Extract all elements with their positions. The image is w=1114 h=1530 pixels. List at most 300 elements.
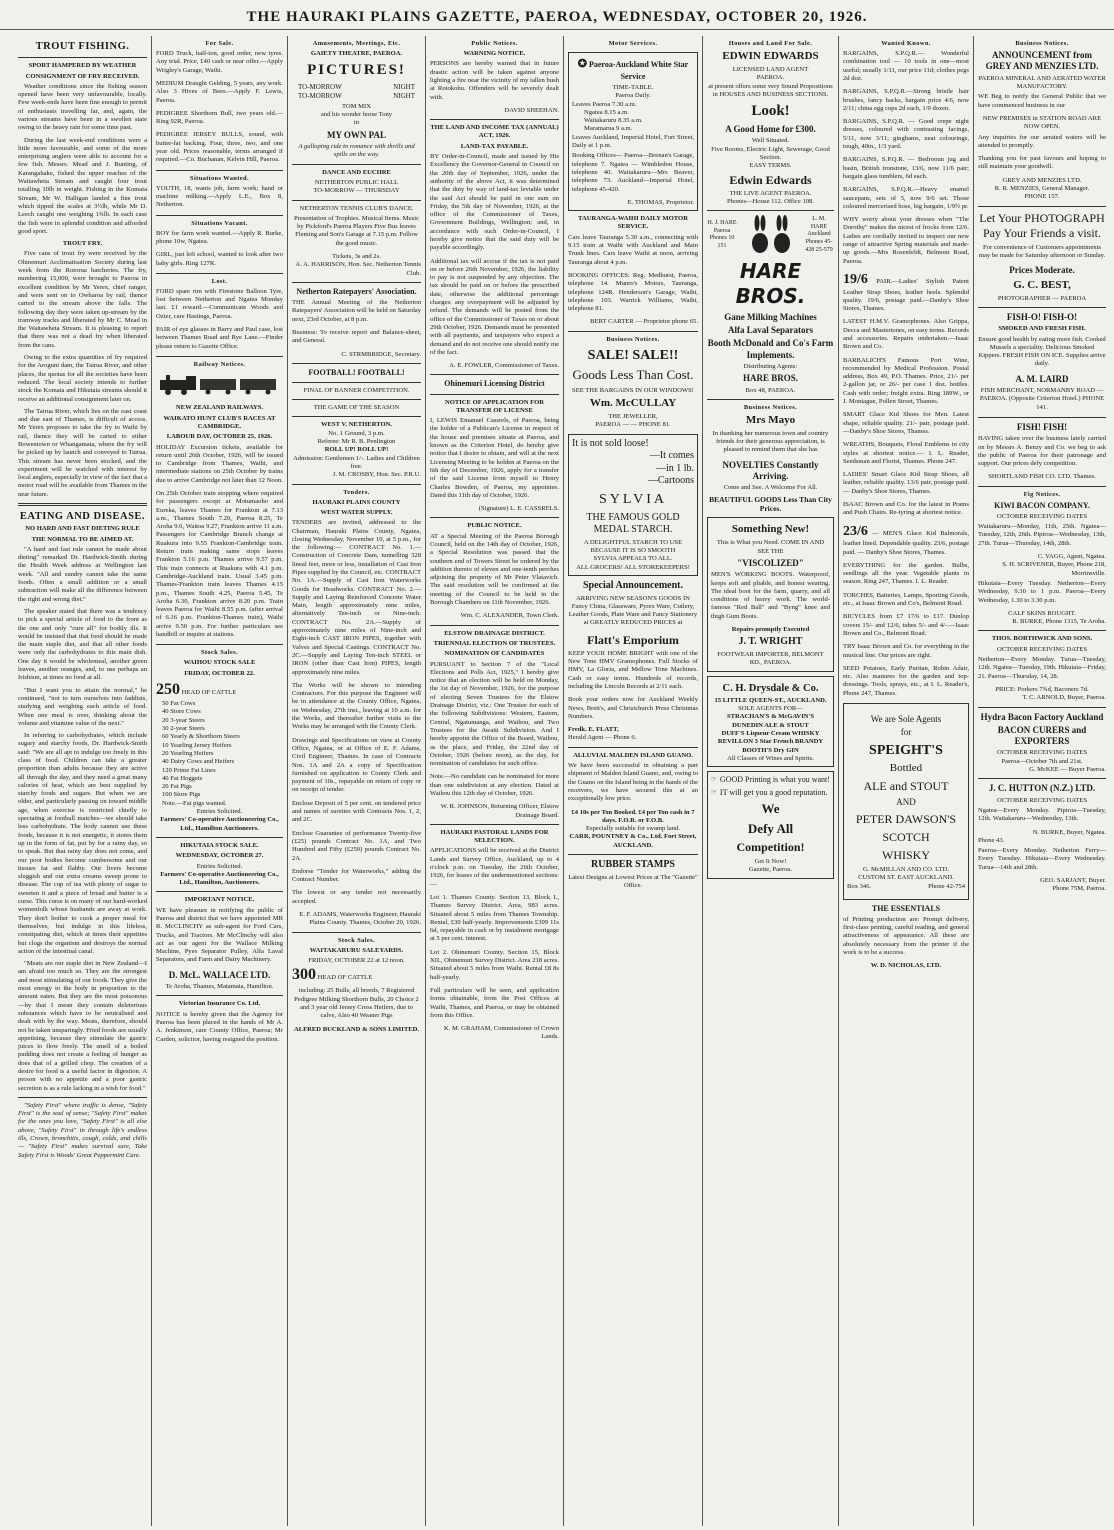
section-heading: Motor Services. bbox=[608, 40, 658, 47]
film-tagline: A galloping ride to romance with thrills and spills on the way. bbox=[298, 143, 415, 159]
subheadline: WARNING NOTICE. bbox=[463, 50, 526, 58]
hare-rabbit-icon bbox=[746, 215, 796, 255]
printing-line: GOOD Printing is what you want! bbox=[719, 775, 830, 785]
article-paragraph: The speaker stated that there was a tendency to pick a special article of food to the front as the one and only "cure all" for bodily ills. It would be insisted that that food should be made the main staple diet, and that all other foods were only the carbohydrates to this main dish. One day it would be wholemeal, another green leaves, another oranges, and, to use perhaps an Irishism, at times no food at all. bbox=[18, 607, 147, 682]
merchant-phone: Phone 42-754 bbox=[928, 882, 965, 890]
agent-phone: Herald Agent — Phone 6. bbox=[568, 734, 637, 742]
subheadline: THE ESSENTIALS bbox=[871, 903, 941, 913]
company-heading: BACON CURERS and EXPORTERS bbox=[997, 724, 1087, 747]
article-paragraph: The Tairua River, which lies on the east coast and due east of Thames, is difficult of access. Mr Yerex proposes to take the fry to Waihi by rail, thence they will be carted to either Bowentown or Whangamata, where the fry will be picked up by launch and conveyed to Tairua. This stream has never been stocked, and the experiment will be watched with interest by local anglers, especially in view of the fact that a motor road will be available from Thames in the near future. bbox=[18, 407, 147, 498]
show-day: TO-MORROW bbox=[298, 83, 342, 92]
merchant-line: All Classes of Wines and Spirits. bbox=[727, 754, 814, 762]
notice-paragraph: Enclose Guarantee of performance Twenty-five (£25) pounds Contract No. 1A, and Two Hundred and Fifty (£250) pounds Contract No. 2A. bbox=[292, 829, 421, 862]
starch-line: —Cartoons bbox=[647, 475, 694, 487]
sale-line: SEE THE BARGAINS IN OUR WINDOWS! bbox=[572, 386, 694, 394]
company-heading: Hydra Bacon Factory Auckland bbox=[980, 711, 1104, 722]
section-heading: Houses and Land For Sale. bbox=[728, 40, 813, 47]
classified-ad: BARGAINS, S.P.Q.R.—Heavy enamel saucepans, sets of 5, now 9/6 set. Those coloured mercerised hose, big bargain, 1/9½ pr. bbox=[843, 186, 969, 210]
starch-slogan: THE FAMOUS GOLD MEDAL STARCH. bbox=[586, 511, 680, 536]
section-heading: Situations Vacant. bbox=[191, 219, 248, 227]
stock-list-item: 40 Fat Hoggets bbox=[162, 774, 203, 782]
cattle-count: 300 bbox=[292, 966, 316, 984]
fish-firm: SHORTLAND FISH CO. LTD. Thames. bbox=[988, 473, 1096, 481]
subheadline: NOMINATION OF CANDIDATES bbox=[444, 650, 545, 658]
notice-paragraph: NOTICE is hereby given that the Agency for Paeroa has been placed in the hands of Mr A. A. Jenkinson, care County Office, Paeroa; Mr Carden, solicitor, having resigned the position. bbox=[156, 1010, 283, 1043]
announcement-heading: Special Announcement. bbox=[582, 579, 683, 591]
section-heading: Business Notices. bbox=[1015, 40, 1069, 47]
buyer-line: C. VAGG, Agent, Ngatea. bbox=[1037, 553, 1106, 561]
notice-paragraph: Additional tax will accrue if the tax is not paid on or before 26th November, 1926, the liability to pay is not suspended by any objection. The tax should be paid on or before the prescribed date, otherwise the additional percentage charges: any overpayment will be adjusted by refund. The demands will be posted from the office of the Commissioner of Taxes on or about 29th October, 1926. Demands must be presented with all payments, and taxpayers who expect a demand and do not receive one should notify me of the fact. bbox=[430, 257, 559, 356]
bus-service-title: ✪ Paeroa-Auckland White Star Service bbox=[577, 58, 689, 81]
stock-list-item: 30 2-year Steers bbox=[162, 725, 205, 733]
subheadline: PUBLIC NOTICE. bbox=[467, 522, 522, 530]
notice-paragraph: Drawings and Specifications on view at County Office, Ngatea, or at Office of E. F. Adams, Civil Engineer, Thames. In case of Contracts Nos. 1A and 2A a copy of Specification furnished on application to County Clerk and payment of 10s., repayable on return of copy or on receipt of tender. bbox=[292, 736, 421, 794]
event-line: Referee: Mr R. B. Penlington bbox=[317, 438, 396, 446]
subheadline: Ohinemuri Licensing District bbox=[444, 379, 545, 389]
agency-line: Alfa Laval Separators bbox=[728, 324, 813, 335]
notice-paragraph: Business: To receive report and Balance-sheet, and General. bbox=[292, 328, 421, 345]
column-6 bbox=[703, 36, 839, 1526]
firm-name: CARR, POUNTNEY & Co., Ltd. Fort Street, AUCKLAND. bbox=[569, 833, 697, 849]
event-venue: NETHERTON PUBLIC HALL bbox=[314, 178, 399, 186]
subheadline: TAURANGA-WAIHI DAILY MOTOR SERVICE. bbox=[578, 215, 688, 231]
notice-line: Especially suitable for swamp land. bbox=[586, 825, 680, 833]
fish-text: HAVING taken over the business lately carried on by Messrs A. Benzy and Co. we beg to ask the public of Paeroa for their patronage and support. Our prices defy competition. bbox=[978, 435, 1106, 468]
ticket-price: Tickets, 3s and 2s. bbox=[332, 253, 381, 261]
classified-ad: BARGAINS, S.P.Q.R. — Bedrooun jug and basin, British ironstone, 13/6, now 11/6 pair; bargain glass tumblers, 6d each. bbox=[843, 156, 969, 180]
boots-line: This is What you Need. COME IN AND SEE THE bbox=[716, 539, 825, 555]
subheadline: HIKUTAIA STOCK SALE. bbox=[180, 841, 259, 849]
dates-line: Paeroa—October 7th and 21st. bbox=[1001, 757, 1083, 765]
event-line: WEST V. NETHERTON. bbox=[320, 421, 393, 429]
entries-note: Entries Solicited. bbox=[196, 862, 243, 870]
notice-paragraph: BOOKING OFFICES: Reg. Medhurst, Paeroa, telephone 14. Munro's Motors, Tauranga, telephone 124R. Henderson's Garage, Waihi, telephone 103. Warrick Williams, Waihi, telephone 81. bbox=[568, 271, 698, 313]
film-star: TOM MIX bbox=[341, 102, 371, 110]
subheadline: NOTICE OF APPLICATION FOR TRANSFER OF LICENSE bbox=[444, 398, 545, 414]
classified-ad: MEDIUM Draught Gelding, 5 years, any work. Also 3 Hives of Bees.—Apply F. Lewis, Paeroa. bbox=[156, 79, 283, 104]
subheadline: LABOUR DAY, OCTOBER 25, 1926. bbox=[166, 433, 273, 441]
announcement-text: Any inquiries for our aerated waters will be attended to promptly. bbox=[978, 133, 1106, 149]
subheadline: HAURAKI PLAINS COUNTY bbox=[312, 498, 401, 506]
page-columns bbox=[14, 36, 1110, 1526]
classified-ad: WREATHS, Bouquets, Floral Emblems in city styles at shortest notice.— I. L. Reader, Seedsman and Florist, Thames. Phone 247. bbox=[843, 441, 969, 465]
event-line: THE GAME OF THE SEASON bbox=[313, 404, 400, 412]
classified-ad: EVERYTHING for the garden. Bulbs, seedlings all the year. Vegetable plants in season. Ring 247, Thames. I. L. Reader. bbox=[843, 561, 969, 586]
signatory: J. M. CROSBY, Hon. Sec. P.R.U. bbox=[332, 471, 421, 479]
fish-text: Ensure good health by eating more fish. Cooked Mussels a speciality. Delicious Smoked Kippers. FRESH FISH ON ICE. Supplies arrive daily. bbox=[978, 335, 1106, 368]
subheadline: WAIKATO HUNT CLUB'S RACES AT CAMBRIDGE. bbox=[163, 414, 276, 430]
classified-ad: SMART Glace Kid Shoes for Men. Latest shape, reliable quality. 21/- pair, postage paid.—Danby's Shoe Stores, Thames. bbox=[843, 411, 969, 435]
subheadline: SPORT HAMPERED BY WEATHER bbox=[28, 62, 137, 70]
dates-text: Netherton—Every Monday. Turua—Tuesday, 12th. Ngatea—Tuesday, 19th. Hikutaia—Friday, 21. Paeroa—Thursday, 14, 28. bbox=[978, 656, 1107, 680]
subheadline: THE NORMAL TO BE AIMED AT. bbox=[31, 535, 134, 543]
article-paragraph: "Meats are our staple diet in New Zealand—I am afraid too much so. They are the strongest and most stimulating of our foods. They give the most energy to the body in proportion to the amount eaten. But they are the most poisonous—by that I mean they contain deleterious substances which have to be neutralised and dealt with by the way. Meats, therefore, should not be taken unsparingly. Fried foods are usually appetising, because they stimulate the gastric juices to flow freely. The smell of a boiled pudding does not create a feeling of hunger as does that of a grilled chop. The creation of a desire for food is a useful factor in digestion. A person with no appetite and a poor gastric secretion is as a rule lacking in a wish for food." bbox=[18, 960, 147, 1092]
home-line: EASY TERMS. bbox=[749, 162, 792, 170]
signatory: A. A. HARRISON, Hon. Sec. Netherton Tennis Club. bbox=[295, 261, 421, 277]
merchant-product: DUFF'S Liqueur Cream WHISKY bbox=[721, 729, 820, 737]
section-heading: For Sale. bbox=[205, 40, 234, 47]
article-paragraph: During the last week-end conditions were a little more favourable, and some of the more enterprising anglers were able to account for a few fish. Messrs. Mead and J. Bunting, of Karangahake, fished the upper reaches of the Waitawheta Stream and caught four trout totalling 10lb in weight. Fishing in the Komata Stream, Mr W. Halligan landed a fine trout which tipped the scales at 3½lb, while Mr D. Leech caught one weighing 1¾lb. In each case the fish were in splendid condition and afforded good sport. bbox=[18, 136, 147, 235]
announcement-text: ARRIVING NEW SEASON'S GOODS IN Fancy China, Glassware, Pyrex Ware, Cutlery, Leather Goods, Plate Ware and Fancy Stationery at GREATLY REDUCED PRICES at bbox=[568, 594, 698, 627]
sylvia-logo: SYLVIA bbox=[598, 491, 668, 507]
shop-headline: NOVELTIES Constantly Arriving. bbox=[722, 459, 819, 481]
event-title: NETHERTON TENNIS CLUB'S DANCE. bbox=[299, 204, 414, 212]
firm-name: D. McL. WALLACE LTD. bbox=[168, 969, 271, 980]
photo-heading: Let Your PHOTOGRAPH Pay Your Friends a visit. bbox=[979, 210, 1105, 240]
printing-heading: Competition! bbox=[736, 840, 805, 855]
notice-paragraph: We have been successful in obtaining a part shipment of Malden Island Guano, and, owing to the Guano on the Island being in the hands of the receivers, we have secured this at an exceptionally low price. bbox=[568, 762, 698, 803]
classified-ad: — MEN'S Glace Kid Balmorals, leather lined. Dependable quality. 23/6, postage paid. — Danby's Shoe Stores, Thames. bbox=[843, 529, 969, 556]
section-heading: Lost. bbox=[211, 277, 228, 285]
boots-brand: "VISCOLIZED" bbox=[737, 557, 804, 568]
classified-ad: PEDIGREE JERSEY BULLS, sound, with butter-fat backing. Four, three, two, and one year old. Prices reasonable, terms arranged if required.—Co. Buchanan, Kelvin Hill, Paeroa. bbox=[156, 131, 283, 164]
starch-text: A DELIGHTFUL STARCH TO USE BECAUSE IT IS SO SMOOTH bbox=[583, 538, 683, 555]
sale-heading: SALE! SALE!! bbox=[587, 347, 679, 363]
company-heading: J. C. HUTTON (N.Z.) LTD. bbox=[988, 783, 1096, 794]
agency-line: Booth McDonald and Co's Farm Implements. bbox=[707, 338, 834, 360]
cattle-count: 250 bbox=[156, 681, 180, 698]
column-3 bbox=[288, 36, 426, 1526]
subheadline: THE LAND AND INCOME TAX (ANNUAL) ACT, 1926. bbox=[430, 124, 559, 140]
dates-text: Ngatea—Every Monday. Pipiroa—Tuesday, 12th. Waitakaruru—Wednesday, 13th. bbox=[978, 807, 1106, 823]
fish-heading: FISH-O! FISH-O! bbox=[1006, 311, 1078, 322]
auctioneer-name: Farmers' Co-operative Auctioneering Co., Ltd., Hamilton Auctioneers. bbox=[160, 816, 279, 832]
merchant-name: G. McMILLAN AND CO. LTD. bbox=[862, 865, 950, 873]
merchant-address: CUSTOM ST. EAST AUCKLAND. bbox=[858, 874, 954, 882]
announcement-text: WE Beg to notify the General Public that we have commenced business in our bbox=[978, 93, 1106, 109]
boots-heading: Something New! bbox=[731, 523, 810, 536]
buyer-line: GEO. SARJANT, Buyer. bbox=[1040, 877, 1106, 885]
shop-address: FOOTWEAR IMPORTER, BELMONT RD., PAEROA. bbox=[717, 650, 824, 667]
firm-name: W. D. NICHOLAS, LTD. bbox=[870, 962, 942, 970]
article-paragraph: In referring to carbohydrates, which include sugary and starchy foods, Dr. Hardwick-Smith said: "We are all apt to indulge too freely in this class of food. Children can take a greater proportion than adults because they are active all through the day, and they need a great many calories of heat, which are best supplied by starchy foods and sugars. But when we are older, and particularly passing on toward middle age, when exercise is restricted chiefly to spectating at football matches—we should take less carbohydrate. The body cannot use these foods, because it is not energetic, it stores them up in the form of fat, put by for a rainy day, so to speak. But that rainy day does not come, and our poor bodies become cumbersome and our tissues fat and flabby. Our livers become sluggish and our extra creams sweep prone to disease. The cup of tea with plenty of sugar to sweeten it and a piece of bread and butter is a curse. This curse is on many of our hard-worked womenfolk whose husbands are away at work. They don't bother to cook a proper meal for themselves, but indulge in this lifeless, constipating diet, which at times their appetites but clogs the organism and destroys the normal action of the intestinal canal. bbox=[18, 732, 147, 955]
section-heading: Tenders. bbox=[343, 488, 370, 496]
shop-text: In thanking her numerous town and country friends for their generous appreciation, is pleased to remind them that she has bbox=[712, 429, 829, 454]
notice-paragraph: WE have pleasure in notifying the public of Paeroa and district that we have appointed MR R. McCLINCHY as sub-agent for Ford Cars, Trucks, and Tractors. Mr McClinchy will also act as our agent for the Wallace Milking Machine, Pyes Separator Pulley, Alfa Laval Separators, and Farm and Dairy Machinery. bbox=[156, 906, 283, 964]
starch-text: ALL GROCERS! ALL STOREKEEPERS! bbox=[576, 563, 690, 571]
printing-heading: We bbox=[761, 801, 780, 817]
merchant-line: SOLE AGENTS FOR— bbox=[738, 705, 803, 713]
agency-address: Box 48, PAEROA. bbox=[745, 386, 796, 394]
stock-list-item: 100 Store Pigs bbox=[162, 791, 201, 799]
headline: TROUT FISHING. bbox=[35, 41, 130, 52]
stock-details: including: 25 Bulls, all breeds, 7 Registered Pedigree Milking Shorthorn Bulls, 20 Choice 2 and 3 year old Jersey Cross Heifers, due to calve, Also 40 Weaner Pigs bbox=[294, 987, 419, 1020]
signatory: DAVID SHEEHAN. bbox=[504, 106, 559, 114]
timetable-heading: TIME-TABLE. bbox=[612, 84, 654, 91]
subheadline: LAND-TAX PAYABLE. bbox=[460, 142, 529, 150]
printing-line: Get It Now! bbox=[754, 858, 787, 866]
buyer-line: T. C. ARNOLD, Buyer, Paeroa. bbox=[1022, 694, 1106, 702]
shop-headline: BEAUTIFUL GOODS Less Than City Prices. bbox=[709, 494, 832, 514]
section-heading: Railway Notices. bbox=[193, 360, 246, 368]
speights-line: Bottled bbox=[889, 762, 923, 775]
classified-ad: BARBALICH'S Famous Port Wine, recommended by Medical Profession. Postal address, Box 49, P.O. Thames. Price, 21/- per 2-gallon jar, or 26/- per case 1 doz. bottles. Cash with order; freight extra. Ring 189W., or J. Montague, Pollen Street, Thames. bbox=[843, 356, 969, 406]
company-heading: KIWI BACON COMPANY. bbox=[994, 500, 1090, 510]
cattle-label: HEAD OF CATTLE bbox=[317, 974, 373, 982]
look-heading: Look! bbox=[751, 103, 790, 120]
signatory: C. STRMBRIDGE, Secretary. bbox=[341, 350, 421, 358]
classified-ad: PEDIGREE Shorthorn Bull, two years old.—Ring 92R, Paeroa. bbox=[156, 109, 283, 126]
classified-ad: BARGAINS, S.P.Q.R.— Wonderful combination tool — 10 tools in one—most useful; usually 1/11, our price 11d; clothes pegs 2d doz. bbox=[843, 50, 969, 82]
column-7 bbox=[839, 36, 974, 1526]
notice-paragraph: Enclose Deposit of 5 per cent. on tendered price and names of sureties with Contracts Nos. 1, 2, and 2C. bbox=[292, 799, 421, 824]
dates-heading: OCTOBER RECEIVING DATES bbox=[997, 645, 1087, 653]
price-tag: 23/6 bbox=[843, 523, 868, 539]
phone-line: PHONE 157. bbox=[1024, 193, 1060, 201]
agent-line: THE LIVE AGENT PAEROA. bbox=[729, 189, 812, 197]
fish-text: FISH MERCHANT, NORMANBY ROAD — PAEROA. (Opposite Criterion Hotel.) PHONE 141. bbox=[979, 387, 1105, 411]
subheadline: FOOTBALL! FOOTBALL! bbox=[308, 367, 405, 377]
announcement-text: KEEP YOUR HOME BRIGHT with one of the New Tone HMV Gramophones. Full Stocks of HMV, La Gloria, and Mellow Tone Machines. Cash or easy terms. Hundreds of records, including the Lincoln Records at 2/11 each. bbox=[568, 649, 698, 690]
dawson-line: WHISKY bbox=[882, 847, 930, 862]
announcement-heading: ANNOUNCEMENT from GREY AND MENZIES LTD. bbox=[985, 50, 1099, 72]
home-line: Five Rooms, Electric Light, Sewerage, Good Section. bbox=[711, 145, 830, 161]
agent-name: Edwin Edwards bbox=[729, 172, 812, 187]
show-time: NIGHT bbox=[393, 92, 415, 101]
dates-text: Paeroa—Every Monday. Netherton Ferry—Every Tuesday. Hikutaia—Every Wednesday. Turua—14th and 28th. bbox=[978, 847, 1106, 871]
subheadline: ALLUVIAL MALDEN ISLAND GUANO. bbox=[573, 751, 693, 759]
classified-ad: BARGAINS, S.P.Q.R. — Good crepe night dresses, coloured with contrasting facings, 5/11, now 3/11; ginghams, neat colourings, tough, 40in., 1/3 yard. bbox=[843, 118, 969, 151]
section-heading: Fig Notices. bbox=[1023, 490, 1061, 498]
announcement-text: Book your orders now for Auckland Weekly News, Brett's, and Christchurch Press Christmas Numbers. bbox=[568, 696, 698, 720]
theatre-name: GAIETY THEATRE, PAEROA. bbox=[310, 50, 403, 58]
notice-paragraph: TENDERS are invited, addressed to the Chairman, Hauraki Plains County, Ngatea, closing Wednesday, November 10, at 5 p.m., for the following:— CONTRACT No. 1.—Construction of Concrete Dam, tunnelling 328 lineal feet, more or less, installation of Cast Iron Pipes supplied by the Council, etc. CONTRACT No. 1A.—Supply of Cast Iron Waterworks Goods for Headworks. CONTRACT No. 2.—Supply and Laying Reinforced Concrete Water Main, length approximately nine miles, alternatively Ten-inch or Nine-inch. CONTRACT No. 2A.—Supply of approximately nine miles of Nine-inch and Eight-inch CAST IRON PIPES, together with Valves and Special Castings. CONTRACT No. 2C.—Supply and Laying Ten-inch STEEL or IRON (other than Cast Iron) PIPES, length approximately nine miles. bbox=[292, 519, 421, 676]
stock-list-item: 40 Dairy Cows and Heifers bbox=[162, 758, 235, 766]
announcement-text: Thanking you for past favours and hoping to still maintain your goodwill. bbox=[978, 155, 1106, 171]
notice-paragraph: Full particulars will be seen, and application forms obtainable, from the Post Offices at Waihi, Thames, and Paeroa, or may be obtained from this Office. bbox=[430, 986, 559, 1019]
merchant-product: STRACHAN'S & McGAVIN'S DUNEDIN ALE & STOUT bbox=[726, 713, 815, 729]
stock-list-item: 40 Store Cows bbox=[162, 708, 201, 716]
price-line: PRICE: Porkers 7¾d, Baconers 7d. bbox=[995, 685, 1089, 693]
pointing-hand-icon: ☞ bbox=[711, 789, 717, 797]
stock-list-item: 20 3-year Steers bbox=[162, 716, 205, 724]
star-icon: ✪ bbox=[577, 58, 587, 71]
notice-paragraph: The lowest or any tender not necessarily accepted. bbox=[292, 889, 421, 905]
jeweller-phone: PAEROA — — PHONE 81. bbox=[595, 421, 671, 429]
film-text: in bbox=[353, 119, 360, 127]
timetable-line: Ngatea 8.15 a.m. bbox=[584, 108, 629, 116]
subheadline: WEDNESDAY, OCTOBER 27. bbox=[175, 852, 264, 860]
fish-heading: FISH! FISH! bbox=[1016, 421, 1068, 432]
starch-line: —in 1 lb. bbox=[655, 462, 694, 474]
section-heading: Business Notices. bbox=[606, 335, 660, 343]
classified-ad: PAIR.—Ladies' Stylish Patent Leather Strap Shoes, leather heels. Splendid quality. 19/6, postage paid.—Danby's Shoe Stores, Thames. bbox=[843, 277, 969, 313]
notice-paragraph: I, LEWIS Emanuel Cassrels, of Paeroa, being the holder of a Publican's License in respect of the house and premises situate at Paeroa, and known as the Criterion Hotel, do hereby give notice that I desire to obtain, and will at the next Licensing Meeting to be holden at Paeroa on the 6th day of December, 1926, apply for a transfer of the said License from myself to Henry Charles Bowden, of Paeroa, my appointee. Dated this 11th day of October, 1926. bbox=[430, 417, 559, 499]
signatory: R. R. MENZIES, General Manager. bbox=[994, 184, 1090, 192]
phone-line: Phone 75M, Paeroa. bbox=[1052, 885, 1106, 893]
signatory: A. E. FOWLER, Commissioner of Taxes. bbox=[449, 362, 559, 370]
shop-name: Mrs Mayo bbox=[745, 413, 796, 426]
film-text: and his wonder horse Tony bbox=[320, 111, 393, 119]
classified-ad: LADIES' Smart Glace Kid Strap Shoes, all leather, reliable quality. 13/6 pair, postage paid. — Danby's Shoe Stores, Thames. bbox=[843, 471, 969, 495]
pictures-heading: PICTURES! bbox=[307, 62, 406, 79]
notice-paragraph: On 25th October train stopping where required for passengers except at Motumaoho and Eureka, leaves Thames for Frankton at 7.13 a.m., Thames South 7.20, Paeroa 8.25, Te Aroha 9.6, Waitoa 9.27, Frankton arrive 11 a.m. Passengers for Cambridge Branch change at Ruakura into 9.55 Frankton-Cambridge train. Return train making same stops leaves Frankton 5.16 p.m. Thames arrive 9.57 p.m. This train connects at Ruakura with 4.1 p.m. Cambridge-Auckland train. Usual 3.45 p.m. Thames-Frankton train leaves Thames 4.15 p.m., Thames South 4.25, Paeroa 5.45, Te Aroha 6.30, Frankton arrive 8.20 p.m. Train leaves Paeroa for Waihi 8.55 p.m. (after arrival of 6.16 p.m. Frankton-Thames train), Waihi arrive 9.50 p.m. For further particulars see handbill or inquire at stations. bbox=[156, 490, 283, 639]
article-paragraph: Owing to the extra quantities of fry required for the Aroguni dam, the Tairua River, and other places, the quotas for all the societies have been reduced. The local society intends to further stock the Komata and Hikutaia streams should it receive an additional consignment later on. bbox=[18, 354, 147, 403]
signatory: E. THOMAS, Proprietor. bbox=[627, 198, 694, 206]
notice-paragraph: of Printing production are: Prompt delivery, first-class printing, careful reading, and general attractiveness of appearance. All these are absolutely necessary from the printer if the work is to be a success. bbox=[843, 915, 969, 957]
classified-ad: TRY Isaac Brown and Co. for everything in the musical line. Our prices are right. bbox=[843, 643, 969, 659]
timetable-line: Waitakaruru 8.35 a.m. bbox=[584, 117, 643, 125]
notice-paragraph: APPLICATIONS will be received at the District Lands and Survey Office, Auckland, up to 4 o'clock p.m. on Tuesday, the 26th October, 1926, for leases of the undermentioned sections:— bbox=[430, 847, 559, 888]
section-heading: Stock Sales. bbox=[200, 649, 239, 657]
price-line: £4 10s per Ton Booked. £4 per Ton cash in 7 days. F.O.R. or F.O.B. bbox=[571, 808, 695, 824]
signatory: W. R. JOHNSON, Returning Officer, Elstow Drainage Board. bbox=[440, 803, 559, 819]
proprietor-name: Fredk. E. FLATT, bbox=[568, 726, 619, 734]
entries-note: Entries Solicited. bbox=[196, 808, 243, 816]
sale-subheading: Goods Less Than Cost. bbox=[572, 367, 694, 383]
notice-paragraph: Note.—No candidate can be nominated for more than one subdivision at any election. Dated at Waihou this 12th day of October, 1926. bbox=[430, 773, 559, 797]
event-day: TO-MORROW — THURSDAY bbox=[313, 187, 400, 195]
subheadline: CONSIGNMENT OF FRY RECEIVED. bbox=[25, 72, 140, 80]
subheadline: FRIDAY, OCTOBER 22. bbox=[184, 669, 255, 677]
notice-paragraph: Endorse "Tender for Waterworks," adding the Contract Number. bbox=[292, 867, 421, 884]
subheadline: ELSTOW DRAINAGE DISTRICT. bbox=[444, 629, 545, 637]
home-line: Well Situated. bbox=[751, 137, 790, 145]
pointing-hand-icon: ☞ bbox=[711, 776, 717, 783]
column-1 bbox=[14, 36, 152, 1526]
boots-text: MEN'S WORKING BOOTS. Waterproof, keeps soft and pliable, and honest wearing. The ideal boot for the farm, quarry, and all conditions of heavy work. The world-famous "Red Ball" and "Byng" knee and thigh Gum Boots. bbox=[711, 571, 830, 620]
classified-ad: BICYCLES from £7 17/6 to £17. Dunlop covers 15/- and 12/6, tubes 5/- and 4/-.—Isaac Brown and Co., Belmont Road. bbox=[843, 613, 969, 637]
price-tag: 19/6 bbox=[843, 271, 868, 287]
advert-verse: "Safety First" where traffic is dense, "Safety First" is the soul of sense; "Safety First" makes for the ones you love, "Safety First" is all else above, "Safety First" in through life's endless ills, Crown, bronchitis, cough, colds, and chills— "Safety First" makes survival sure, Take Safety First is Woods' Great Peppermint Cure. bbox=[18, 1101, 147, 1159]
railway-heading: NEW ZEALAND RAILWAYS. bbox=[175, 404, 264, 412]
masthead: THE HAURAKI PLAINS GAZETTE, PAEROA, WEDNESDAY, OCTOBER 20, 1926. bbox=[0, 0, 1114, 30]
dates-heading: OCTOBER RECEIVING DATES bbox=[997, 796, 1087, 804]
subheadline: NO HARD AND FAST DIETING RULE bbox=[25, 525, 140, 533]
stock-list-item: Note.—Fat pigs wanted. bbox=[162, 799, 227, 807]
dates-text: Hikutaia—Every Tuesday. Netherton—Every Wednesday, 9.30 to 1 p.m. Paeroa—Every Wednesday, 1.30 to 3.30 p.m. bbox=[978, 579, 1106, 604]
notice-paragraph: Lot 1. Thames County. Section 13, Block I., Thames Survey District. Area, 983 acres. Situated about 5 miles from Thames Township. Rental, £30 half-yearly. Improvements £399 11s 6d, repayable in cash or by instalment mortgage at 5 per cent. interest. bbox=[430, 893, 559, 943]
subheadline: HAURAKI PASTORAL LANDS FOR SELECTION. bbox=[440, 828, 549, 845]
agent-line: at present offers some very Sound Propositions in HOUSES AND BUSINESS SECTIONS. bbox=[708, 82, 833, 98]
fish-merchant-name: A. M. LAIRD bbox=[1015, 373, 1069, 384]
stock-list-item: 20 Fat Pigs bbox=[162, 783, 192, 791]
merchant-name: C. H. Drysdale & Co. bbox=[722, 682, 819, 694]
booking-offices: Booking Offices— Paeroa—Brenan's Garage, telephone 7. Ngatea — Wimbledon House, telephone 40. Waitakaruru—Mrs Beaver, telephone 73. Auckland—Imperial Hotel, telephone 45-420. bbox=[572, 152, 694, 193]
merchant-box: Box 346. bbox=[847, 882, 872, 890]
hare-paeroa-contact: H. J. HARE Paeroa Phones 10 151 bbox=[707, 220, 737, 249]
timetable-line: Maramarua 9 a.m. bbox=[584, 125, 633, 133]
company-heading: THOS. BORTHWICK AND SONS. bbox=[991, 635, 1093, 643]
merchant-address: 15 LITTLE QUEEN-ST., AUCKLAND. bbox=[714, 696, 827, 704]
photo-line: PHOTOGRAPHER — PAEROA bbox=[997, 294, 1087, 302]
article-paragraph: Weather conditions since the fishing season opened have been very unfavourable, locally. Few week-ends have been fine enough to permit of enthusiasts travelling far, and, again, the various streams have been in a swollen state owing to the heavy rain for some time past. bbox=[18, 82, 147, 132]
speights-line: AND bbox=[896, 797, 916, 808]
hare-auckland-contact: L. M. HARE Auckland Phones 45-428 25-579 bbox=[805, 216, 833, 253]
timetable-line: Leaves Auckland, Imperial Hotel, Fort Street, Daily at 1 p.m. bbox=[572, 133, 694, 150]
stock-list-item: 10 Yearling Jersey Heifers bbox=[162, 741, 232, 749]
notice-paragraph: AT a Special Meeting of the Paeroa Borough Council, held on the 14th day of October, 1926, a Special Resolution was passed that the southern end of Towers Street be ordered by the addition thereto of eleven and one-tenth perches adjoining the property of Mr Peter Vlatavich. The said resolution will be confirmed at the meeting of the Council to be held in the Borough Chambers on 11th November, 1926. bbox=[430, 532, 559, 607]
locomotive-icon bbox=[156, 374, 284, 396]
cattle-label: HEAD OF CATTLE bbox=[181, 689, 237, 696]
classified-ad: YOUTH, 18, wants job, farm work; hand or machine milking.—Apply L.E., Box 8, Netherton. bbox=[156, 184, 283, 209]
signatory: (Signature) L. E. CASSRELS. bbox=[478, 505, 559, 513]
stock-list-item: 60 Yearly & Shorthorn Steers bbox=[162, 733, 240, 741]
stock-list-item: 120 Prime Fat Lines bbox=[162, 766, 216, 774]
classified-ad: BARGAINS, S.P.Q.R.—Strong bristle hair brushes, fancy backs, bargain price 4/6, now 2/11; china egg cups 2d each, 1/9 dozen. bbox=[843, 88, 969, 112]
classified-ad: FORD spare rim with Firestone Balloon Tyre, lost between Netherton and Ngatea Monday last. £1 reward.—Communicate Woods and Ozier, care Hastings, Paeroa. bbox=[156, 287, 283, 320]
section-heading: Wanted Known. bbox=[881, 40, 931, 47]
dates-text: Waitakaruru—Monday, 11th, 25th. Ngatea—Tuesday, 12th, 26th. Pipiroa—Wednesday, 13th, 27th. Turua—Thursday, 14th, 28th. bbox=[978, 523, 1106, 547]
stamps-heading: RUBBER STAMPS bbox=[591, 859, 675, 871]
starch-text: SYLVIA APPEALS TO ALL. bbox=[593, 555, 673, 563]
notice-paragraph: The Works will be shown to intending Contractors. For this purpose the Engineer will be in attendance at the County Office, Ngatea, on Wednesday, 27th inst., leaving at 10 a.m. for the Works, and thereafter further visits to the Works may be arranged with the County Clerk. bbox=[292, 681, 421, 731]
shop-name: J. T. WRIGHT bbox=[738, 636, 803, 648]
dates-heading: OCTOBER RECEIVING DATES bbox=[997, 749, 1087, 757]
event-line: No. 1 Ground, 3 p.m. bbox=[328, 429, 385, 437]
phone-line: Phone 43. bbox=[978, 836, 1005, 844]
boots-line: Repairs promptly Executed bbox=[731, 626, 810, 634]
announcement-line: PAEROA MINERAL AND AERATED WATER MANUFACTORY. bbox=[978, 74, 1106, 91]
signatory: K. M. GRAHAM, Commissioner of Crown Lands. bbox=[443, 1025, 559, 1041]
film-title: MY OWN PAL bbox=[327, 129, 386, 140]
subheadline: WAIHOU STOCK SALE bbox=[183, 659, 256, 667]
notice-paragraph: PURSUANT to Section 7 of the "Local Elections and Polls Act, 1925," I hereby give notice that an election will be held on Monday, the 1st day of November, 1926, for the purpose of electing Seven Trustees for the Elstow Drainage District, viz.: One Trustee for each of the following Subdivisions: Western, Eastern, Central, Ngatumanga, and Waihou, and Two Trustees for the Awaiti Subdivision. And I hereby appoint the Office of the Board, Waihou, as the place, and Friday, the 22nd day of October, 1926 (before noon), as the day, for nomination of candidates for such office. bbox=[430, 660, 559, 768]
section-heading: Situations Wanted. bbox=[190, 174, 249, 182]
show-time: NIGHT bbox=[393, 83, 415, 92]
starch-line: It is not sold loose! bbox=[572, 437, 649, 449]
classified-ad: LATEST H.M.V. Gramophones. Also Grippa, Decca and Mastertones, on easy terms. Records and accessories. Repairs undertaken.—Isaac Brown and Co. bbox=[843, 318, 969, 351]
agent-phones: Phones—House 112. Office 108. bbox=[727, 197, 814, 205]
photographer-name: G. C. BEST, bbox=[1013, 278, 1071, 291]
timetable-line: Leaves Paeroa 7.30 a.m. bbox=[572, 100, 637, 108]
subheadline: WAITAKARURU SALEYARDS. bbox=[309, 946, 404, 954]
subheadline: Victorian Insurance Co. Ltd. bbox=[178, 1000, 261, 1008]
printing-line: IT will get you a good reputation. bbox=[719, 788, 828, 798]
starch-line: —It comes bbox=[649, 450, 694, 462]
signatory: BERT CARTER — Proprietor phone 65. bbox=[590, 318, 698, 326]
notice-paragraph: HOLIDAY Excursion tickets, available for return until 26th October, 1926, will be issued to Cambridge from Thames, Waihi, and intermediate stations on 25th October by trains due to arrive Cambridge not later than 12 Noon. bbox=[156, 443, 283, 484]
column-4 bbox=[426, 36, 564, 1526]
buyer-line: N. BURKE, Buyer, Ngatea. bbox=[1032, 828, 1106, 836]
subheadline: IMPORTANT NOTICE. bbox=[184, 896, 255, 904]
buyer-line: S. H. SCRIVENER, Buyer, Phone 218, Morrinsville. bbox=[1002, 561, 1106, 577]
auctioneer-name: ALFRED BUCKLAND & SONS LIMITED. bbox=[293, 1025, 420, 1033]
speights-line: for bbox=[900, 727, 912, 738]
home-offer: A Good Home for £300. bbox=[725, 124, 816, 134]
agent-line: LICENSED LAND AGENT bbox=[732, 65, 809, 73]
agency-line: Distributing Agents: bbox=[743, 362, 798, 370]
event-line: FINAL OF BANNER COMPETITION. bbox=[303, 386, 410, 394]
event-line: ROLL UP! ROLL UP! bbox=[324, 446, 389, 454]
subheadline: DANCE AND EUCHRE bbox=[322, 168, 391, 176]
section-heading: Amusements, Meetings, Etc. bbox=[312, 40, 401, 47]
classified-ad: FORD Truck, half-ton, good order, new tyres. Any trial. Price, £40 cash or near offer.—Apply Wrigley's Garage, Waihi. bbox=[156, 50, 283, 74]
article-paragraph: "A hard and fast rule cannot be made about dieting" remarked Dr. Hardwick-Smith during the Health Week address at Wellington last week. "All and sundry cannot take the same foods. Often a small addition or a small subtraction will make all the difference between the right and wrong diet." bbox=[18, 545, 147, 603]
notice-paragraph: Lot 2. Ohinemuri County. Section 15, Block XII., Ohinemuri Survey District. Area 218 acres. Situated about 5 miles from Waihi. Rental £8 8s half-yearly. bbox=[430, 948, 559, 981]
subheadline: WEST WATER SUPPLY. bbox=[320, 508, 393, 516]
signatory: GREY AND MENZIES LTD. bbox=[1002, 176, 1082, 184]
headline: EATING AND DISEASE. bbox=[19, 511, 146, 523]
dawson-line: SCOTCH bbox=[882, 829, 930, 844]
firm-locations: Te Aroha, Thames, Matamata, Hamilton. bbox=[165, 983, 274, 991]
stamps-line: Latest Designs at Lowest Prices at The "Gazette" Office. bbox=[568, 873, 698, 889]
shop-text: Come and See. A Welcome For All. bbox=[723, 484, 818, 492]
classified-ad: BOY for farm work wanted.—Apply R. Burke, phone 10w, Ngatea. bbox=[156, 229, 283, 245]
agent-name: EDWIN EDWARDS bbox=[722, 50, 819, 63]
notice-paragraph: BY Order-in-Council, made and issued by His Excellency the Governor-General in Council on the 20th day of September, 1926, under the authority of the above Act, it was determined that the duty by way of land-tax leviable under the said Act should be paid in one sum on Friday, the 5th day of November, 1926, at the office of the Commissioner of Taxes, Government Buildings, Wellington; and, in accordance with such Order-in-Council, I hereby give notice that the said duty will be payable accordingly. bbox=[430, 153, 559, 252]
subheadline: TROUT FRY. bbox=[62, 240, 103, 248]
section-heading: Public Notices. bbox=[471, 40, 518, 47]
dawson-brand: PETER DAWSON'S bbox=[855, 811, 957, 826]
section-heading: Business Notices. bbox=[743, 403, 798, 411]
hare-bros-logo: HARE BROS. bbox=[735, 259, 806, 309]
printing-line: Gazette, Paeroa. bbox=[748, 866, 793, 874]
classified-ad: PAIR of eye glasses in Barry and Paul case, lost between Thames Road and Rye Lane.—Finder please return to Gazette Office. bbox=[156, 326, 283, 350]
agency-line: Gane Milking Machines bbox=[724, 311, 817, 322]
column-8 bbox=[974, 36, 1110, 1526]
photo-text: For convenience of Customers appointments may be made for Saturday afternoon or Sunday. bbox=[978, 243, 1106, 260]
